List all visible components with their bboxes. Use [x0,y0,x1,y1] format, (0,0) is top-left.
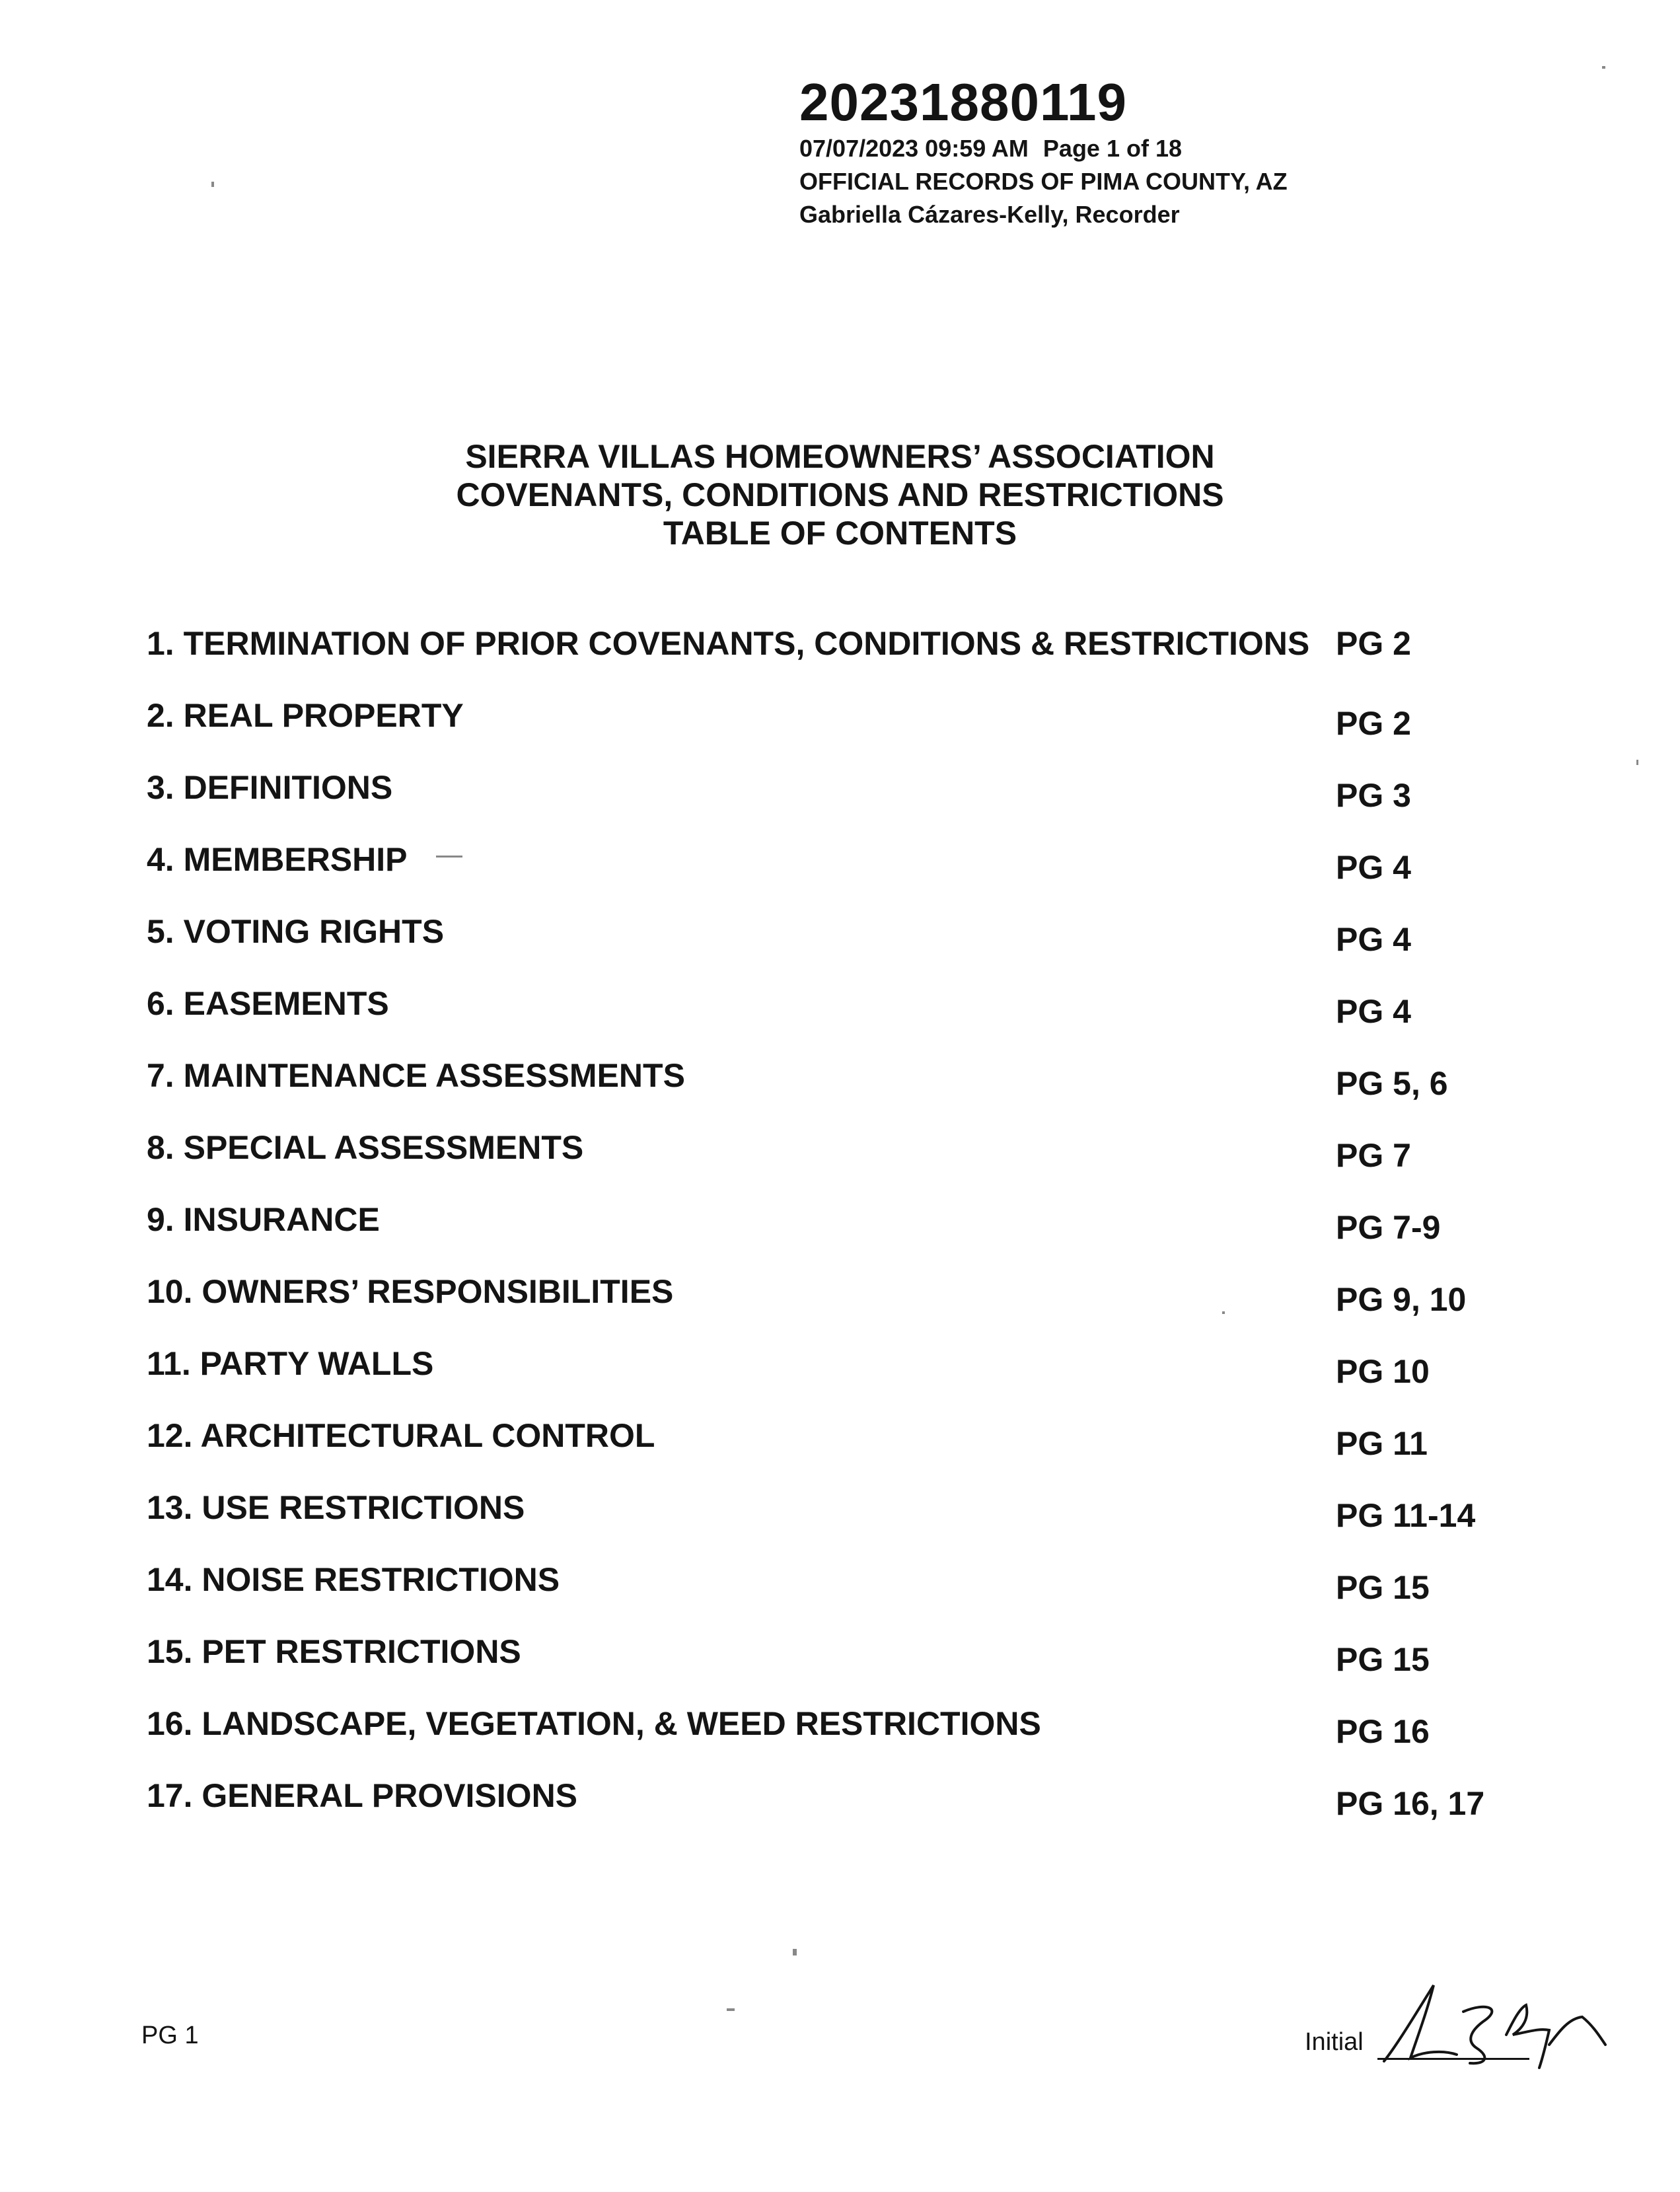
toc-row [147,624,1534,696]
toc-page: PG 4 [1336,993,1411,1030]
toc-row [147,1056,1534,1128]
scan-speck [1602,66,1605,69]
toc-entry: 13. USE RESTRICTIONS [147,1489,525,1526]
toc-entry: 4. MEMBERSHIP [147,841,408,878]
toc-page: PG 11-14 [1336,1497,1476,1534]
toc-entry: 1. TERMINATION OF PRIOR COVENANTS, CONDITIONS & RESTRICTIONS [147,625,1310,662]
toc-entry: 16. LANDSCAPE, VEGETATION, & WEED RESTRICTIONS [147,1705,1041,1742]
toc-entry: 17. GENERAL PROVISIONS [147,1777,578,1814]
toc-entry: 15. PET RESTRICTIONS [147,1633,521,1670]
toc-page: PG 10 [1336,1353,1430,1390]
toc-page: PG 11 [1336,1425,1428,1462]
toc-row [147,768,1534,840]
toc-entry: 8. SPECIAL ASSESSMENTS [147,1129,584,1166]
document-title [0,437,1680,552]
toc-page: PG 16, 17 [1336,1785,1485,1822]
scan-speck [1222,1311,1225,1314]
toc-entry: 14. NOISE RESTRICTIONS [147,1561,560,1598]
toc-row [147,984,1534,1056]
toc-entry: 5. VOTING RIGHTS [147,913,445,950]
table-of-contents [147,624,1534,1848]
toc-page: PG 15 [1336,1569,1430,1606]
scan-speck [436,856,462,858]
toc-row [147,1272,1534,1344]
toc-row [147,912,1534,984]
initial-label: Initial [1305,2028,1364,2056]
initial-block [1305,1972,1622,2078]
scan-speck [211,182,214,187]
toc-row [147,1416,1534,1488]
toc-page: PG 16 [1336,1713,1430,1750]
scan-speck [793,1949,797,1955]
handwritten-initials-icon [1371,1972,1609,2071]
toc-page: PG 3 [1336,777,1411,814]
toc-row [147,1632,1534,1704]
toc-page: PG 7-9 [1336,1209,1441,1246]
toc-entry: 2. REAL PROPERTY [147,697,464,734]
footer-page-number: PG 1 [141,2022,199,2049]
toc-entry: 3. DEFINITIONS [147,769,393,806]
toc-page: PG 9, 10 [1336,1281,1467,1318]
toc-row [147,1776,1534,1848]
page-count: Page 1 of 18 [1042,135,1182,162]
recording-datetime-line [799,132,1394,165]
toc-page: PG 2 [1336,625,1411,662]
toc-entry: 7. MAINTENANCE ASSESSMENTS [147,1057,685,1094]
toc-page: PG 15 [1336,1641,1430,1678]
document-number: 20231880119 [799,73,1127,131]
toc-entry: 11. PARTY WALLS [147,1345,434,1382]
title-line-1: SIERRA VILLAS HOMEOWNERS’ ASSOCIATION [465,438,1215,475]
toc-entry: 10. OWNERS’ RESPONSIBILITIES [147,1273,674,1310]
scan-speck [727,2008,735,2011]
recorder-name: Gabriella Cázares-Kelly, Recorder [799,201,1180,228]
title-line-2: COVENANTS, CONDITIONS AND RESTRICTIONS [456,476,1224,513]
toc-row [147,840,1534,912]
toc-row [147,696,1534,768]
toc-entry: 9. INSURANCE [147,1201,380,1238]
toc-entry: 6. EASEMENTS [147,985,389,1022]
recording-office: OFFICIAL RECORDS OF PIMA COUNTY, AZ [799,168,1288,195]
toc-row [147,1488,1534,1560]
toc-page: PG 2 [1336,705,1411,742]
toc-row [147,1560,1534,1632]
toc-row [147,1344,1534,1416]
toc-row [147,1128,1534,1200]
title-line-3: TABLE OF CONTENTS [663,515,1017,552]
toc-page: PG 7 [1336,1137,1411,1174]
recording-datetime: 07/07/2023 09:59 AM [799,135,1029,162]
recording-stamp [799,73,1394,231]
toc-row [147,1704,1534,1776]
toc-entry: 12. ARCHITECTURAL CONTROL [147,1417,655,1454]
toc-page: PG 5, 6 [1336,1065,1448,1102]
toc-page: PG 4 [1336,921,1411,958]
scan-speck [1636,760,1638,765]
toc-row [147,1200,1534,1272]
toc-page: PG 4 [1336,849,1411,886]
